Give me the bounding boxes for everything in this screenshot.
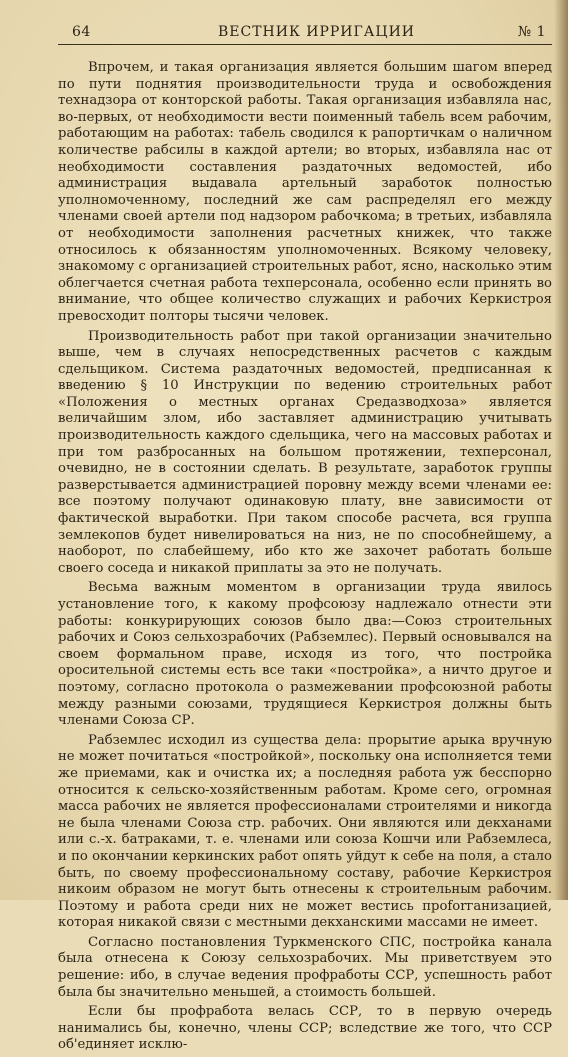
page-shadow-edge: [554, 0, 568, 900]
paragraph: Рабземлес исходил из существа дела: прорытие арыка вручную не может почитаться «постройкой», поскольку она исполняется теми же приемами, как и очистка их; а последняя работа уж бесспорно относится к сельско-хозяйственным работам. Кроме сего, огромная масса рабочих не является профессионалами строителями и никогда не была членами Союза стр. рабочих. Они являются или декханами или с.-х. батраками, т. е. членами или союза Кошчи или Рабземлеса, и по окончании керкинских работ опять уйдут к себе на поля, а стало быть, по своему профессиональному составу, рабочие Керкистроя никоим образом не могут быть отнесены к строительным рабочим. Поэтому и работа среди них не может вестись проforганизацией, которая никакой связи с местными декханскими массами не имеет.: [58, 732, 552, 931]
journal-title: ВЕСТНИК ИРРИГАЦИИ: [218, 24, 416, 40]
paragraph: Весьма важным моментом в организации труда явилось установление того, к какому профсоюзу надлежало отнести эти работы: конкурирующих союзов было два:—Союз строительных рабочих и Союз сельхозрабочих (Рабземлес). Первый основывался на своем формальном праве, исходя из того, что постройка оросительной системы есть все таки «постройка», а ничто другое и поэтому, согласно протокола о размежевании профсоюзной работы между разными союзами, трудящиеся Керкистроя должны быть членами Союза СР.: [58, 580, 552, 729]
header-rule: [58, 44, 552, 45]
running-header: [58, 22, 552, 46]
paragraph: Если бы профработа велась ССР, то в первую очередь нанимались бы, конечно, члены ССР; вследствие же того, что ССР об'единяет исклю-: [58, 1004, 552, 1053]
issue-number: № 1: [517, 24, 546, 40]
article-body: [58, 60, 552, 1057]
paragraph: Впрочем, и такая организация является большим шагом вперед по пути поднятия производительности труда и освобождения технадзора от конторской работы. Такая организация избавляла нас, во-первых, от необходимости вести поименный табель всем рабочим, работающим на работах: табель сводился к рапортичкам о наличном количестве рабсилы в каждой артели; во вторых, избавляла нас от необходимости составления раздаточных ведомостей, ибо администрация выдавала артельный заработок полностью уполномоченному, последний же сам распределял его между членами своей артели под надзором рабочкома; в третьих, избавляла от необходимости заполнения расчетных книжек, что также относилось к обязанностям уполномоченных. Всякому человеку, знакомому с организацией строительных работ, ясно, насколько этим облегчается счетная работа техперсонала, особенно если принять во внимание, что общее количество служащих и рабочих Керкистроя превосходит полторы тысячи человек.: [58, 60, 552, 324]
page-number: 64: [72, 24, 91, 40]
paragraph: Производительность работ при такой организации значительно выше, чем в случаях непосредственных расчетов с каждым сдельщиком. Система раздаточных ведомостей, предписанная к введению § 10 Инструкции по ведению строительных работ «Положения о местных органах Средазводхоза» является величайшим злом, ибо заставляет администрацию учитывать производительность каждого сдельщика, чего на массовых работах и при том разбросанных на большом протяжении, техперсонал, очевидно, не в состоянии сделать. В результате, заработок группы разверстывается администрацией поровну между всеми членами ее: все поэтому получают одинаковую плату, вне зависимости от фактической выработки. При таком способе расчета, вся группа землекопов будет нивелироваться на низ, не по способнейшему, а наоборот, по слабейшему, ибо кто же захочет работать больше своего соседа и никакой приплаты за это не получать.: [58, 328, 552, 576]
paragraph: Согласно постановления Туркменского СПС, постройка канала была отнесена к Союзу сельхозрабочих. Мы приветствуем это решение: ибо, в случае ведения профработы ССР, успешность работ была бы значительно меньшей, а стоимость большей.: [58, 934, 552, 1000]
